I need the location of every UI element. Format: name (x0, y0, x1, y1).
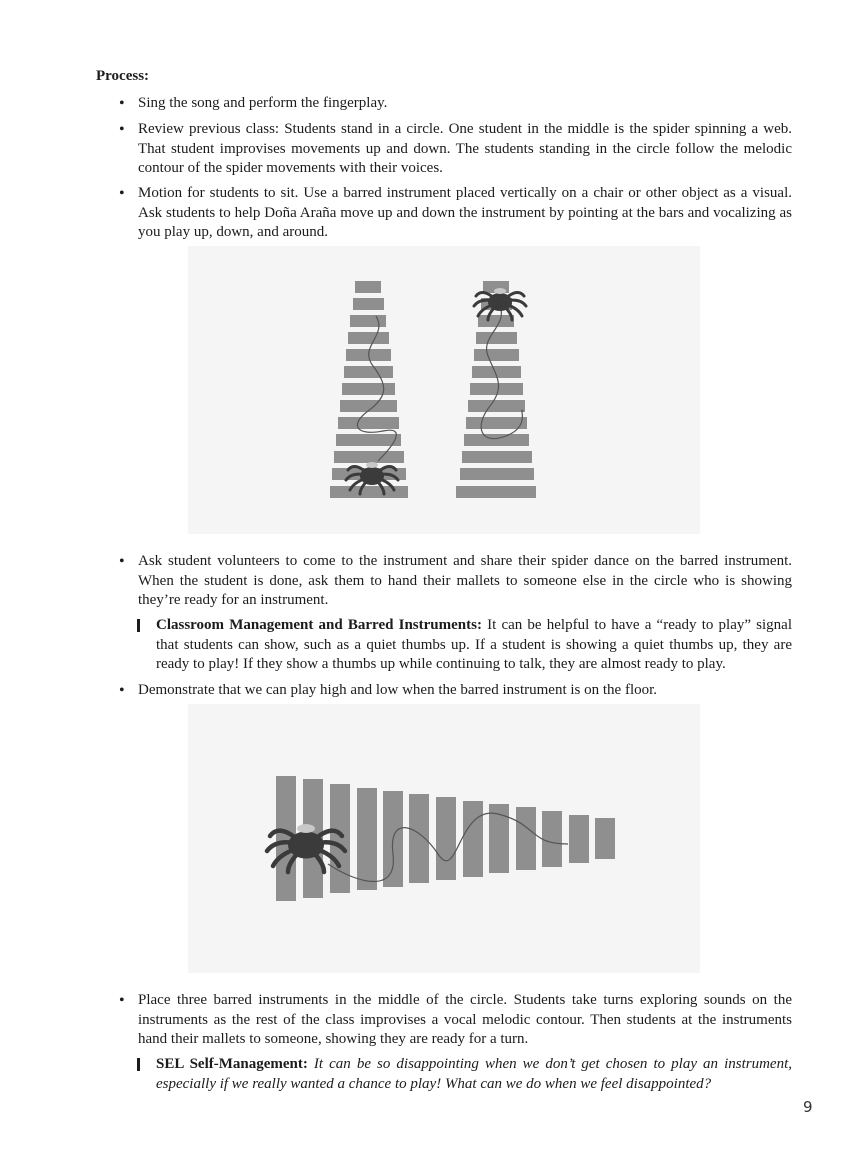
page-number: 9 (803, 1098, 813, 1116)
step-4 (119, 552, 792, 611)
vertical-instruments-illustration (188, 246, 700, 534)
note-text: It can be helpful to have a “ready to play” signal that students can show, such as a quiet thumbs up. If a student is showing a quiet thumbs up, they are ready to play! If they show a thumbs up while continuing to talk, they are almost ready to play. (156, 617, 793, 673)
note-text: It can be so disappointing when we don’t get chosen to play an instrument, especially if we really wanted a chance to play! What can we do when we feel disappointed? (156, 1056, 792, 1092)
floor-instrument-illustration (188, 704, 700, 973)
sel-self-management-note (156, 1055, 792, 1094)
step-5 (119, 681, 792, 701)
note-marker-icon (137, 619, 140, 632)
bullet-icon: • (119, 121, 125, 138)
step-text: Ask student volunteers to come to the instrument and share their spider dance on the barred instrument. When the student is done, ask them to hand their mallets to someone else in the circle who is showing they’re ready for an instrument. (138, 553, 792, 609)
step-1 (119, 94, 792, 114)
floor-instrument-bars (276, 776, 615, 901)
bullet-icon: • (119, 682, 125, 699)
note-title: SEL Self-Management: (156, 1056, 308, 1072)
step-text: Review previous class: Students stand in a circle. One student in the middle is the spider spinning a web. That student improvises movements up and down. The students standing in the circle follow the melodic contour of the spider movements with their voices. (138, 121, 792, 177)
note-marker-icon (137, 1058, 140, 1071)
bullet-icon: • (119, 553, 125, 570)
vertical-instruments-figure (188, 246, 700, 534)
bullet-icon: • (119, 185, 125, 202)
step-3 (119, 184, 792, 243)
step-text: Place three barred instruments in the middle of the circle. Students take turns exploring sounds on the instruments as the rest of the class improvises a vocal melodic contour. Then students at the instruments hand their mallets to someone, showing they are ready for a turn. (138, 992, 792, 1048)
right-instrument-bars (456, 281, 536, 498)
step-text: Motion for students to sit. Use a barred instrument placed vertically on a chair or other object as a visual. Ask students to help Doña Araña move up and down the instrument by pointing at the bars and vocalizing as you play up, down, and around. (138, 185, 792, 241)
step-2 (119, 120, 792, 179)
process-heading: Process: (96, 68, 150, 84)
step-6 (119, 991, 792, 1050)
note-title: Classroom Management and Barred Instruments: (156, 617, 482, 633)
classroom-management-note (156, 616, 792, 675)
step-text: Demonstrate that we can play high and low when the barred instrument is on the floor. (138, 682, 658, 698)
floor-instrument-figure (188, 704, 700, 973)
step-text: Sing the song and perform the fingerplay. (138, 95, 388, 111)
bullet-icon: • (119, 992, 125, 1009)
bullet-icon: • (119, 95, 125, 112)
